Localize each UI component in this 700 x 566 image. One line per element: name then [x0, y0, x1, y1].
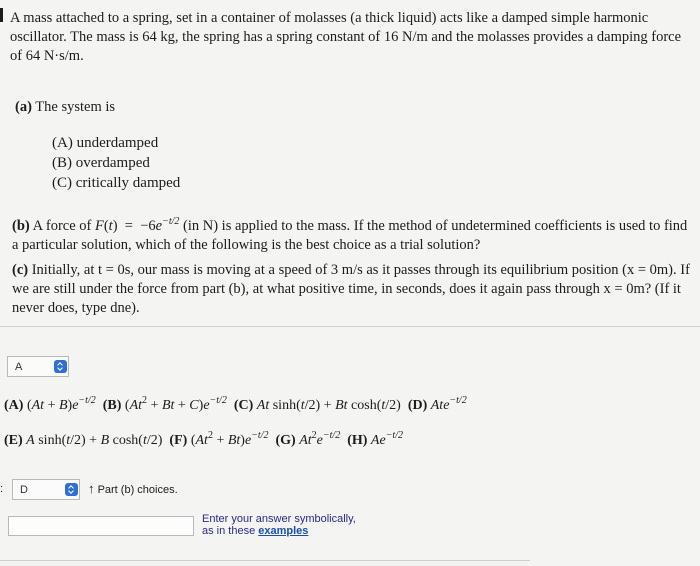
part-c-label: (c)	[12, 262, 29, 278]
bottom-divider	[0, 560, 530, 561]
part-b-hint	[88, 481, 178, 496]
help-line-2: as in these	[202, 525, 259, 537]
part-a-selected-value: A	[15, 361, 23, 373]
trial-choices-row-1: (A) $(At + B)e^{-t/2}$ (B) $(At^2 + Bt + C)e^{-t/2}$ (C) At sinh(t/2) + Bt cosh(t/2) (D) Ate$^{-t/2}$	[4, 395, 467, 413]
divider	[0, 326, 700, 327]
examples-link[interactable]: examples	[258, 525, 309, 537]
part-b-hint-text: Part (b) choices.	[97, 484, 178, 496]
part-c-prompt	[12, 261, 694, 318]
part-c-text: Initially, at t = 0s, our mass is moving at a speed of 3 m/s as it passes through its equilibrium position (x = 0m). If we are still under the force from part (b), at what positive time, in seconds, does it again pass through x = 0m? (If it never does, type dne).	[12, 262, 690, 316]
part-a-label: (a)	[15, 99, 32, 115]
part-a-option-b: (B) overdamped	[52, 155, 150, 171]
part-a-option-a: (A) underdamped	[52, 135, 159, 151]
left-marker-1	[0, 8, 3, 22]
trial-choices-row-2: (E) A sinh(t/2) + B cosh(t/2) (F) $(At^2 + Bt)e^{-t/2}$ (G) $At^2e^{-t/2}$ (H) $Ae^{-t/2}$	[4, 430, 403, 448]
part-c-answer-input[interactable]	[8, 516, 194, 536]
part-a-answer-select[interactable]	[7, 356, 69, 377]
chevron-updown-icon	[54, 360, 67, 373]
left-marker-2: :	[0, 483, 4, 495]
chevron-updown-icon	[65, 483, 78, 496]
part-b-prompt: (b) A force of $F(t) = -6e^{-t/2}$ (in N) is applied to the mass. If the method of undetermined coefficients is used to find a particular solution, which of the following is the best choice as a trial solution?	[12, 216, 688, 253]
problem-intro: A mass attached to a spring, set in a container of molasses (a thick liquid) acts like a damped simple harmonic oscillator. The mass is 64 kg, the spring has a spring constant of 16 N/m and the molasses provides a damping force of 64 N·s/m.	[10, 10, 682, 64]
help-line-1: Enter your answer symbolically,	[202, 513, 356, 525]
part-b-label: (b)	[12, 218, 30, 234]
part-b-answer-select[interactable]	[12, 479, 80, 500]
part-b-selected-value: D	[20, 484, 28, 496]
arrow-up-icon: ↑	[88, 481, 95, 496]
part-a-text: The system is	[35, 99, 116, 115]
part-c-help	[202, 513, 356, 537]
part-a-prompt	[15, 98, 115, 117]
part-a-option-c: (C) critically damped	[52, 175, 181, 191]
